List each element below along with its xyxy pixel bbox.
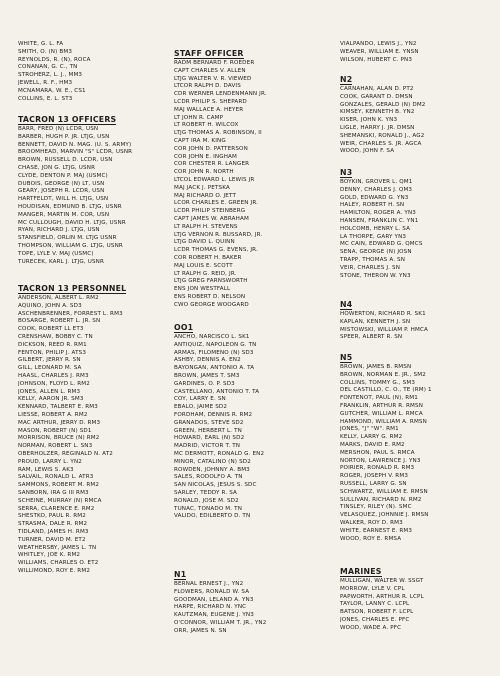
roster-entry: COR CHESTER R. LANGER [174,161,250,168]
n3-list [340,179,423,280]
roster-entry: PROUD, LARRY L. YN2 [18,458,82,465]
oi-list [174,334,264,521]
roster-entry: ENS JON WESTFALL [174,286,231,293]
roster-entry: HARPE, RICHARD N. YNC [174,604,247,611]
staff-officer-list [174,60,267,310]
tacron-personnel-list [18,295,126,576]
roster-entry: MANGER, MARTIN M. COR, USN [18,211,110,218]
roster-entry: JEWELL, R. F., HM3 [18,79,73,86]
roster-entry: WHITLEY, JOE K. RM2 [18,552,81,559]
roster-entry: BROWN, NORMAN E. JR., SM2 [340,371,426,378]
roster-entry: TAYLOR, LANNY C. LCPL [340,601,410,608]
roster-entry: TURNER, DAVID M. ET2 [18,536,86,543]
roster-entry: ASCHENBRENNER, FORREST L. RM3 [18,310,123,317]
roster-entry: O'CONNOR, WILLIAM T. JR., YN2 [174,619,267,626]
roster-entry: WEATHERSBY, JAMES L. TN [18,544,97,551]
roster-entry: DEL CASTILLO, C. O., TE (RM) 1 [340,387,432,394]
roster-entry: RUSSELL, LARRY G. SN [340,480,407,487]
roster-entry: STRASMA, DALE R. RM2 [18,521,88,528]
roster-entry: BARR, FRED (N) LCDR, USN [18,126,99,132]
roster-entry: KENNARD, TALBERT E. RM3 [18,404,98,411]
roster-entry: WOOD, WADE A. PFC [340,624,402,631]
roster-entry: ARMAS, FILOMENO (N) SD3 [174,349,254,356]
marines-list [340,578,424,633]
roster-entry: TURECEK, KARL J. LTJG, USNR [18,258,105,265]
roster-entry: LCDR PHILIP STEINBERG [174,208,246,215]
roster-entry: LTJG VERNON R. BUSSARD, JR. [174,231,263,238]
roster-entry: GRANADOS, STEVE SD2 [174,419,244,426]
roster-entry: MORROW, LYLE V. CPL [340,585,405,592]
roster-entry: WILLIAMS, CHARLES O. ET2 [18,560,99,567]
roster-entry: FLOWERS, RONALD W. SA [174,588,250,595]
roster-entry: GOLD, EDWARD G. YN3 [340,194,409,201]
roster-entry: WHITE, EARNEST E. RM3 [340,527,413,534]
roster-entry: OBERHOLZER, REGINALD N. AT2 [18,450,113,457]
roster-entry: MINOR, CATALINO (N) SD2 [174,458,251,465]
roster-entry: LTCOL EDWARD L. LEWIS JR [174,176,255,183]
roster-entry: HOWERTON, RICHARD R. SK1 [340,311,426,317]
roster-entry: RONALD, JOSE M. SD2 [174,497,239,504]
roster-entry: STANSFIELD, ORLIN M. LTJG USNR [18,235,117,242]
roster-entry: SHEMANSKI, RONALD J., AG2 [340,132,425,139]
roster-entry: COY, LARRY E. SN [174,396,226,403]
roster-entry: HOUDISAN, EDMUND B. LTJG, USNR [18,203,122,210]
n4-heading: N4 [340,300,353,309]
roster-entry: WOOD, ROY E. RMSA [340,535,402,542]
roster-entry: ANCHO, NARCISCO L. SK1 [174,334,250,340]
roster-entry: MADRID, VICTOR T. TN [174,443,241,450]
n1-heading: N1 [174,570,187,579]
roster-entry: MAC ARTHUR, JERRY D. RM3 [18,419,101,426]
roster-entry: BROWN, JAMES T. SM3 [174,372,240,379]
roster-entry: GOODMAN, LELAND A. YN3 [174,596,254,603]
roster-entry: GARDINES, O. P. SD3 [174,380,235,387]
roster-entry: MC CAIN, EDWARD G. QMCS [340,241,423,248]
roster-entry: ENS ROBERT D. NELSON [174,293,246,300]
roster-entry: SMITH, O. (N) BM3 [18,48,73,55]
roster-entry: RADM BERNARD F. ROEDER [174,60,255,66]
roster-entry: CAPT CHARLES V. ALLEN [174,67,246,74]
roster-entry: MCNAMARA, W. E., CS1 [18,87,86,94]
roster-entry: GONZALES, GERALD (N) DM2 [340,101,426,108]
roster-entry: COLLINS, TOMMY G., SM3 [340,379,416,386]
roster-entry: MORRISON, BRUCE (N) RM2 [18,435,100,442]
roster-entry: SENA, GEORGE (N) JOSN [340,249,412,256]
roster-entry: GILBERT, JERRY R. SN [18,357,81,364]
roster-entry: DUBOIS, GEORGE (N) LT, USN [18,180,105,187]
roster-entry: VIALPANDO, LEWIS J., YN2 [340,41,417,47]
roster-entry: WEAVER, WILLIAM E. YNSN [340,48,419,55]
roster-entry: BROWN, RUSSELL D. LCDR, USN [18,157,113,164]
roster-entry: LT JOHN R. CAMP [174,114,224,121]
roster-entry: LT ROBERT H. WILCOX [174,122,239,129]
roster-entry: GEARY, JOSEPH R. LCDR, USN [18,188,105,195]
roster-entry: ANDERSON, ALBERT L. RM2 [18,295,99,301]
roster-entry: HAMMOND, WILLIAM A. RMSN [340,418,427,425]
roster-entry: LIESSE, ROBERT A. RM2 [18,411,88,418]
roster-entry: GUTCHER, WILLIAM L. RMCA [340,410,423,417]
roster-entry: ROWDEN, JOHNNY A. BM3 [174,466,250,473]
roster-entry: MAJ WALLACE A. HEYER [174,106,244,113]
roster-entry: COOK, GARANT D. DMSN [340,93,413,100]
roster-entry: KAUTZMAN, EUGENE J. YN3 [174,612,254,619]
roster-entry: NORTON, LAWRENCE J. YN3 [340,457,421,464]
roster-entry: MULLIGAN, WALTER W. SSGT [340,578,424,584]
roster-entry: BAYONGAN, ANTONIO A. TA [174,365,255,372]
roster-entry: HALEY, ROBERT H. SN [340,202,405,209]
roster-entry: COR JOHN R. NORTH [174,169,234,176]
roster-entry: HARTFELDT, WILL H. LTJG, USN [18,196,109,203]
roster-entry: BATSON, ROBERT F. LCPL [340,609,414,616]
roster-entry: CAPT JAMES W. ABRAHAM [174,215,249,222]
roster-entry: JONES, CHARLES E. PFC [340,616,410,623]
roster-entry: MC DERMOTT, RONALD G. EN2 [174,450,265,457]
roster-entry: JOHNSON, FLOYD L. RM2 [18,380,90,387]
roster-entry: SCHWARTZ, WILLIAM E. RMSN [340,488,428,495]
roster-entry: BENNETT, DAVID N. MAG. (U. S. ARMY) [18,141,132,148]
roster-entry: VEIR, CHARLES J. SN [340,264,401,271]
roster-entry: SCHEINE, MURRAY (N) RMCA [18,497,102,504]
roster-entry: FONTENOT, PAUL (N), RM1 [340,395,418,402]
roster-entry: STONE, THERON W. YN3 [340,272,411,279]
roster-entry: PAPWORTH, ARTHUR R. LCPL [340,593,424,600]
roster-entry: KAPLAN, KENNETH J. SN [340,318,411,325]
tacron-personnel-heading: TACRON 13 PERSONNEL [18,284,127,293]
roster-entry: TINSLEY, RILEY (N). SMC [340,504,412,511]
roster-entry: WALKER, ROY D. RM3 [340,519,403,526]
roster-entry: LT RALPH G. REID, JR. [174,270,237,277]
n4-list [340,311,428,342]
roster-entry: FENTON, PHILIP J. ATS3 [18,349,87,356]
roster-entry: KELLY, LARRY G. RM2 [340,434,403,441]
roster-entry: WILSON, HUBERT C. PN3 [340,56,413,63]
roster-entry: LTCOR RALPH D. DAVIS [174,83,241,90]
roster-entry: RAM, LEWIS S. AK3 [18,466,74,473]
roster-entry: CDR WERNER LENDENMANN JR. [174,91,267,98]
roster-entry: MASON, ROBERT (N) SD1 [18,427,92,434]
marines-heading: MARINES [340,567,382,576]
roster-entry: LA THORPE, GARY YN3 [340,233,407,240]
roster-entry: SAMMONS, ROBERT M. RM2 [18,482,100,489]
oi-heading: OO1 [174,323,194,332]
roster-entry: WOOD, JOHN F. SA [340,148,395,155]
roster-entry: SAN NICOLAS, JESUS S. SDC [174,482,257,489]
roster-entry: LCOR CHARLES E. GREEN JR. [174,200,259,207]
roster-entry: COR ROBERT H. BAKER [174,254,242,261]
roster-entry: AQUINO, JOHN A. SD3 [18,302,82,309]
roster-entry: MERSHON, PAUL S. RMCA [340,449,415,456]
roster-entry: NORMAN, ROBERT L. SN3 [18,443,93,450]
roster-entry: LT RALPH H. STEVENS [174,223,238,230]
roster-entry: HANSEN, FRANKLIN C. YN1 [340,217,419,224]
roster-entry: MAJ JACK J. PETSKA [174,184,230,191]
n2-heading: N2 [340,75,353,84]
roster-entry: MAJ RICHARD O. JETT [174,192,237,199]
roster-entry: ORR, JAMES N. SN [174,627,227,634]
roster-entry: KISER, JOHN K. YN3 [340,117,398,124]
roster-entry: SERRA, CLARENCE E. RM2 [18,505,95,512]
roster-entry: BARBER, HUGH P. JR. LTJG, USN [18,133,110,140]
roster-entry: CARNAHAN, ALAN D. PT2 [340,86,414,92]
n5-heading: N5 [340,353,353,362]
roster-entry: POIRIER, RONALD R. RM3 [340,465,415,472]
roster-entry: VALIDO, EDILBERTO D. TN [174,513,251,520]
roster-entry: JONES, "J" "W". RM1 [340,426,399,433]
staff-officer-heading: STAFF OFFICER [174,49,244,58]
roster-entry: MARKS, DAVID E. RM2 [340,441,405,448]
roster-entry: EBALO, JAIME SD2 [174,404,228,411]
tacron-officers-heading: TACRON 13 OFFICERS [18,115,117,124]
roster-entry: MC CULLOUGH, DAVID H. LTJG, USNR [18,219,126,226]
n1-list [174,581,266,636]
roster-entry: THOMPSON, WILLIAM G. LTJG, USNR [18,242,123,249]
roster-entry: FORDHAM, DENNIS R. RM2 [174,411,253,418]
roster-entry: REYNOLDS, R. (N), ROCA [18,56,91,63]
roster-entry: COLLINS, E. L. ST3 [18,95,73,102]
roster-entry: JONES, ALLEN L. RM3 [18,388,81,395]
roster-entry: SPEER, ALBERT R. SN [340,334,403,341]
roster-entry: SULLIVAN, RICHARD N. RM2 [340,496,422,503]
roster-entry: MAJ LOUIS E. SCOTT [174,262,233,269]
tacron-officers-list [18,126,132,266]
roster-entry: ROGER, JOSEPH V. RM3 [340,473,409,480]
roster-entry: LCDR PHILIP S. SHEPARD [174,98,247,105]
roster-entry: TRAPP, THOMAS A. SN [340,256,406,263]
roster-entry: COR JOHN E. INGHAM [174,153,238,160]
roster-entry: CAPT IRA M. KING [174,137,226,144]
roster-entry: LTJG WALTER V. R. VIEWED [174,75,252,82]
roster-entry: LTJG THOMAS A. ROBINSON, II [174,130,262,137]
roster-entry: BROOMHEAD, MARVIN "S" LCDR, USNR [18,149,133,156]
roster-entry: CHASE, JON G. LTJG, USNR [18,164,96,171]
roster-entry: BOSARGE, ROBERT L. JR. SN [18,318,101,325]
misc-roster-list [18,41,91,103]
roster-entry: BOYKIN, GROVER L. QM1 [340,179,413,185]
roster-entry: ANTIQUIZ, NAPOLEON G. TN [174,341,257,348]
roster-entry: ASHBY, DENNIS A. EN2 [174,357,241,364]
roster-entry: SALVAIL, RONALD L. ATR3 [18,474,94,481]
roster-entry: HOLCOMB, HENRY L. SA [340,225,411,232]
roster-entry: SHESTKO, PAUL R. RM2 [18,513,86,520]
roster-entry: DENNY, CHARLES J. QM3 [340,186,413,193]
roster-entry: DICKSON, REED R. RM1 [18,341,87,348]
roster-entry: CRENSHAW, BOBBY C. TN [18,333,93,340]
n5-list [340,364,432,543]
roster-entry: MISTOWSKI, WILLIAM P. HMCA [340,326,429,333]
roster-entry: FRANKLIN, ARTHUR R. RMSN [340,402,424,409]
roster-entry: TUNAC, TONADO M. TN [174,505,243,512]
roster-entry: LTJG DAVID L. QUINN [174,239,235,246]
roster-entry: CONANAN, G. C., TN [18,64,78,71]
roster-entry: RYAN, RICHARD J. LTJG, USN [18,227,100,234]
roster-entry: BERNAL ERNEST J., YN2 [174,581,244,587]
roster-entry: BROWN, JAMES B. RMSN [340,364,412,370]
roster-entry: LCDR THOMAS G. EVENS, JR. [174,247,258,254]
roster-entry: HAMILTON, ROGER A. YN3 [340,210,416,217]
roster-entry: COR JOHN D. PATTERSON [174,145,248,152]
roster-entry: WEIR, CHARLES S. JR. AGCA [340,140,422,147]
roster-entry: TOPE, LYLE V. MAJ (USMC) [18,250,94,257]
n2-list [340,86,426,156]
roster-entry: CASTELLANO, ANTONIO T. TA [174,388,260,395]
n1-continued-list [340,41,419,64]
roster-entry: GREEN, HERBERT L. TN [174,427,242,434]
roster-entry: LTJG GREG FARNSWORTH [174,278,248,285]
roster-entry: GILL, LEONARD M. SA [18,365,82,372]
n3-heading: N3 [340,168,353,177]
roster-entry: HAASL, CHARLES J. RM3 [18,372,89,379]
roster-entry: CLYDE, DENTON P. MAJ (USMC) [18,172,108,179]
roster-entry: COOK, ROBERT LL ET3 [18,326,84,333]
roster-entry: SARLEY, TEDDY R. SA [174,489,238,496]
roster-entry: WHITE, G. L. FA [18,41,64,47]
roster-entry: KELLY, AARON JR. SM3 [18,396,84,403]
roster-entry: CWO GEORGE WOOGARD [174,301,249,308]
roster-entry: HOWARD, EARL (N) SD2 [174,435,245,442]
roster-entry: SALES, RODOLFO A. TN [174,474,243,481]
roster-entry: KIMSEY, KENNETH B. YN2 [340,109,415,116]
roster-entry: LIGLE, HARRY J. JR. DMSN [340,124,415,131]
roster-entry: SANBORN, IRA G III RM3 [18,489,89,496]
roster-entry: TIDLAND, JAMES H. RM3 [18,528,89,535]
roster-entry: VELASQUEZ, JOHNNIE J. RMSN [340,512,429,519]
roster-entry: WILLIMOND, ROY E. RM2 [18,567,91,574]
roster-entry: STROHERZ, L. J., MM3 [18,72,83,79]
